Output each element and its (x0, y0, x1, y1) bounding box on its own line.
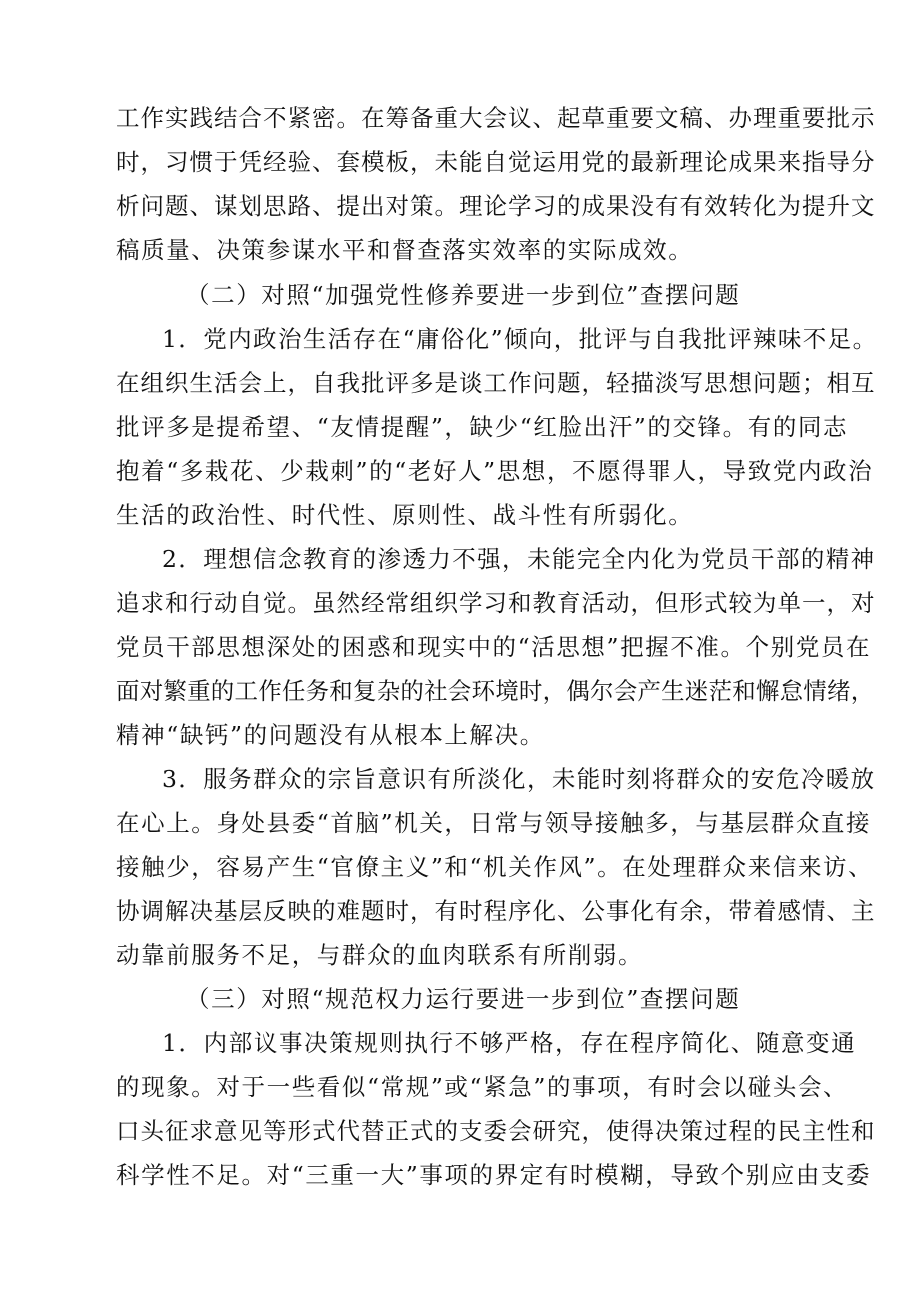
paragraph-line: 稿质量、决策参谋水平和督查落实效率的实际成效。 (116, 236, 694, 264)
paragraph-line: 工作实践结合不紧密。在筹备重大会议、起草重要文稿、办理重要批示 (116, 104, 876, 132)
paragraph-line: 批评多是提希望、“友情提醒”，缺少“红脸出汗”的交锋。有的同志 (116, 413, 849, 441)
paragraph-line: 党员干部思想深处的困惑和现实中的“活思想”把握不准。个别党员在 (116, 633, 872, 661)
section-heading: （三）对照“规范权力运行要进一步到位”查摆问题 (186, 985, 741, 1013)
paragraph-line: 2．理想信念教育的渗透力不强，未能完全内化为党员干部的精神 (162, 545, 876, 573)
paragraph-line: 口头征求意见等形式代替正式的支委会研究，使得决策过程的民主性和 (116, 1117, 876, 1145)
paragraph-line: 1．内部议事决策规则执行不够严格，存在程序简化、随意变通 (162, 1029, 857, 1057)
paragraph-line: 时，习惯于凭经验、套模板，未能自觉运用党的最新理论成果来指导分 (116, 148, 876, 176)
paragraph-line: 生活的政治性、时代性、原则性、战斗性有所弱化。 (116, 501, 694, 529)
paragraph-line: 1．党内政治生活存在“庸俗化”倾向，批评与自我批评辣味不足。 (162, 325, 878, 353)
paragraph-line: 动靠前服务不足，与群众的血肉联系有所削弱。 (116, 941, 644, 969)
paragraph-line: 析问题、谋划思路、提出对策。理论学习的成果没有有效转化为提升文 (116, 192, 876, 220)
paragraph-line: 抱着“多栽花、少栽刺”的“老好人”思想，不愿得罪人，导致党内政治 (116, 457, 874, 485)
paragraph-line: 协调解决基层反映的难题时，有时程序化、公事化有余，带着感情、主 (116, 897, 876, 925)
paragraph-line: 追求和行动自觉。虽然经常组织学习和教育活动，但形式较为单一，对 (116, 589, 876, 617)
paragraph-line: 在组织生活会上，自我批评多是谈工作问题，轻描淡写思想问题；相互 (116, 369, 876, 397)
paragraph-line: 科学性不足。对“三重一大”事项的界定有时模糊，导致个别应由支委 (116, 1161, 872, 1189)
paragraph-line: 精神“缺钙”的问题没有从根本上解决。 (116, 721, 545, 749)
paragraph-line: 3．服务群众的宗旨意识有所淡化，未能时刻将群众的安危冷暖放 (162, 765, 876, 793)
paragraph-line: 面对繁重的工作任务和复杂的社会环境时，偶尔会产生迷茫和懈怠情绪， (116, 677, 875, 705)
section-heading: （二）对照“加强党性修养要进一步到位”查摆问题 (186, 281, 741, 309)
paragraph-line: 在心上。身处县委“首脑”机关，日常与领导接触多，与基层群众直接 (116, 809, 872, 837)
paragraph-line: 接触少，容易产生“官僚主义”和“机关作风”。在处理群众来信来访、 (116, 853, 874, 881)
paragraph-line: 的现象。对于一些看似“常规”或“紧急”的事项，有时会以碰头会、 (116, 1073, 849, 1101)
